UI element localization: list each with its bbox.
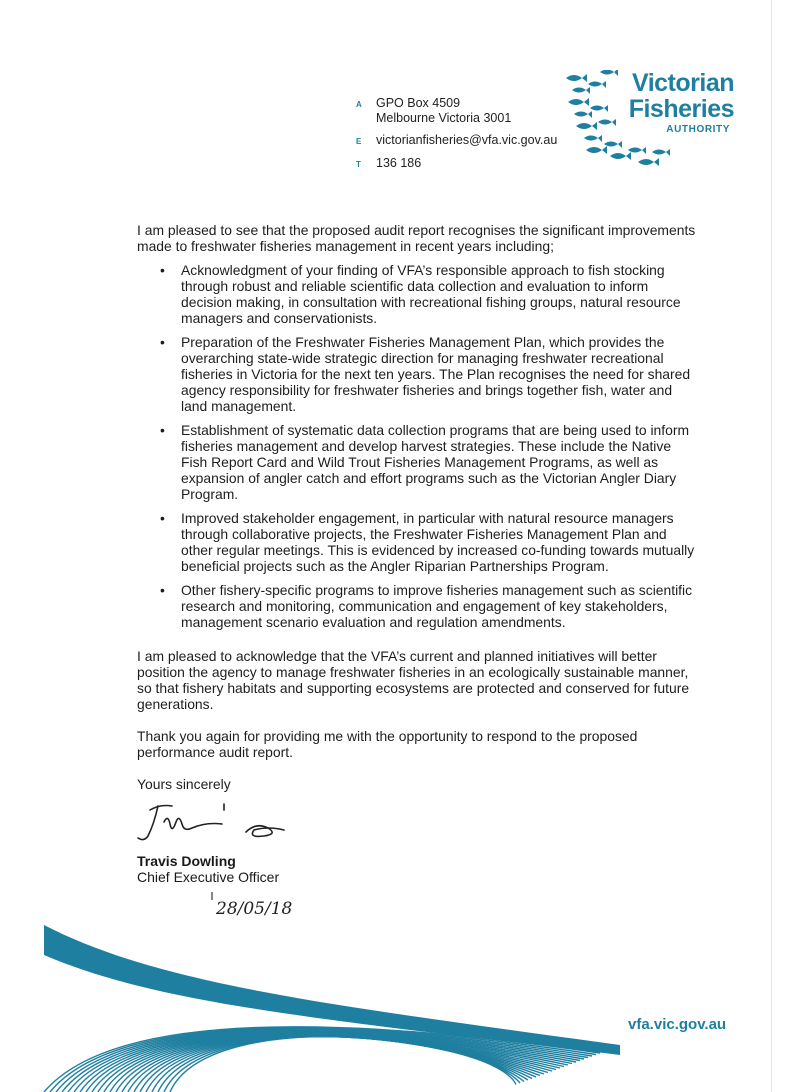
intro-paragraph: I am pleased to see that the proposed audit report recognises the significant improvements made to freshwater fisheries management in recent years including; xyxy=(137,222,696,254)
signer-title: Chief Executive Officer xyxy=(137,869,280,885)
phone: 136 186 xyxy=(376,156,422,170)
improvements-list xyxy=(137,262,697,630)
footer-url-link[interactable]: vfa.vic.gov.au xyxy=(628,1016,727,1033)
logo-line-victorian: Victorian xyxy=(631,69,734,97)
bullet-icon: • xyxy=(160,334,165,350)
address-row xyxy=(356,96,557,126)
thanks-paragraph: Thank you again for providing me with the opportunity to respond to the proposed performance audit report. xyxy=(137,728,638,760)
list-item xyxy=(137,582,697,630)
handwritten-date-text: 28/05/18 xyxy=(216,899,293,919)
list-item-text: Preparation of the Freshwater Fisheries Management Plan, which provides the overarching state-wide strategic direction for managing freshwater recreational fisheries in Victoria for the next ten years. The Plan recognises the need for shared agency responsibility for freshwater fisheries and brings together fish, water and land management. xyxy=(181,334,691,414)
handwritten-signature xyxy=(128,796,308,856)
signer-block xyxy=(137,853,279,885)
list-item-text: Establishment of systematic data collection programs that are being used to inform fisheries management and develop harvest strategies. These include the Native Fish Report Card and Wild Trout Fisheries Management Programs, as well as expansion of angler catch and effort programs such as the Victorian Angler Diary Program. xyxy=(181,422,690,502)
closing-salutation: Yours sincerely xyxy=(137,776,231,792)
signer-name: Travis Dowling xyxy=(137,853,236,869)
acknowledgement-paragraph: I am pleased to acknowledge that the VFA’s current and planned initiatives will better position the agency to manage freshwater fisheries in an ecologically sustainable manner, so that fishery habitats and supporting ecosystems are protected and conserved for future generations. xyxy=(137,648,690,712)
bullet-icon: • xyxy=(160,422,165,438)
bullet-icon: • xyxy=(160,510,165,526)
address-line2: Melbourne Victoria 3001 xyxy=(376,111,512,125)
logo-line-fisheries: Fisheries xyxy=(628,95,734,123)
list-item-text: Improved stakeholder engagement, in particular with natural resource managers through collaborative projects, the Freshwater Fisheries Management Plan and other regular meetings. This is evidenced by increased co-funding towards mutually beneficial projects such as the Angler Riparian Partnerships Program. xyxy=(181,510,695,574)
footer-wave-graphic xyxy=(0,925,660,1092)
letter-body xyxy=(137,222,697,792)
address-key: A xyxy=(356,100,362,109)
vfa-logo xyxy=(564,70,734,170)
list-item-text: Acknowledgment of your finding of VFA’s responsible approach to fish stocking through robust and reliable scientific data collection and evaluation to inform decision making, in consultation with recreational fishing groups, natural resource managers and conservationists. xyxy=(181,262,681,326)
logo-line-authority: AUTHORITY xyxy=(666,124,730,135)
list-item xyxy=(137,510,697,574)
phone-row xyxy=(356,156,557,172)
contact-block xyxy=(356,96,557,179)
list-item xyxy=(137,262,697,326)
page-edge xyxy=(771,0,772,1092)
email-key: E xyxy=(356,137,362,146)
email: victorianfisheries@vfa.vic.gov.au xyxy=(376,133,558,147)
list-item xyxy=(137,334,697,414)
bullet-icon: • xyxy=(160,582,165,598)
bullet-icon: • xyxy=(160,262,165,278)
address xyxy=(376,96,511,126)
handwritten-date xyxy=(210,890,320,924)
phone-key: T xyxy=(356,160,361,169)
list-item xyxy=(137,422,697,502)
address-line1: GPO Box 4509 xyxy=(376,96,461,110)
list-item-text: Other fishery-specific programs to improve fisheries management such as scientific research and monitoring, communication and engagement of key stakeholders, management scenario evaluation and regulation amendments. xyxy=(181,582,693,630)
logo-wordmark xyxy=(612,70,734,135)
email-row xyxy=(356,133,557,149)
